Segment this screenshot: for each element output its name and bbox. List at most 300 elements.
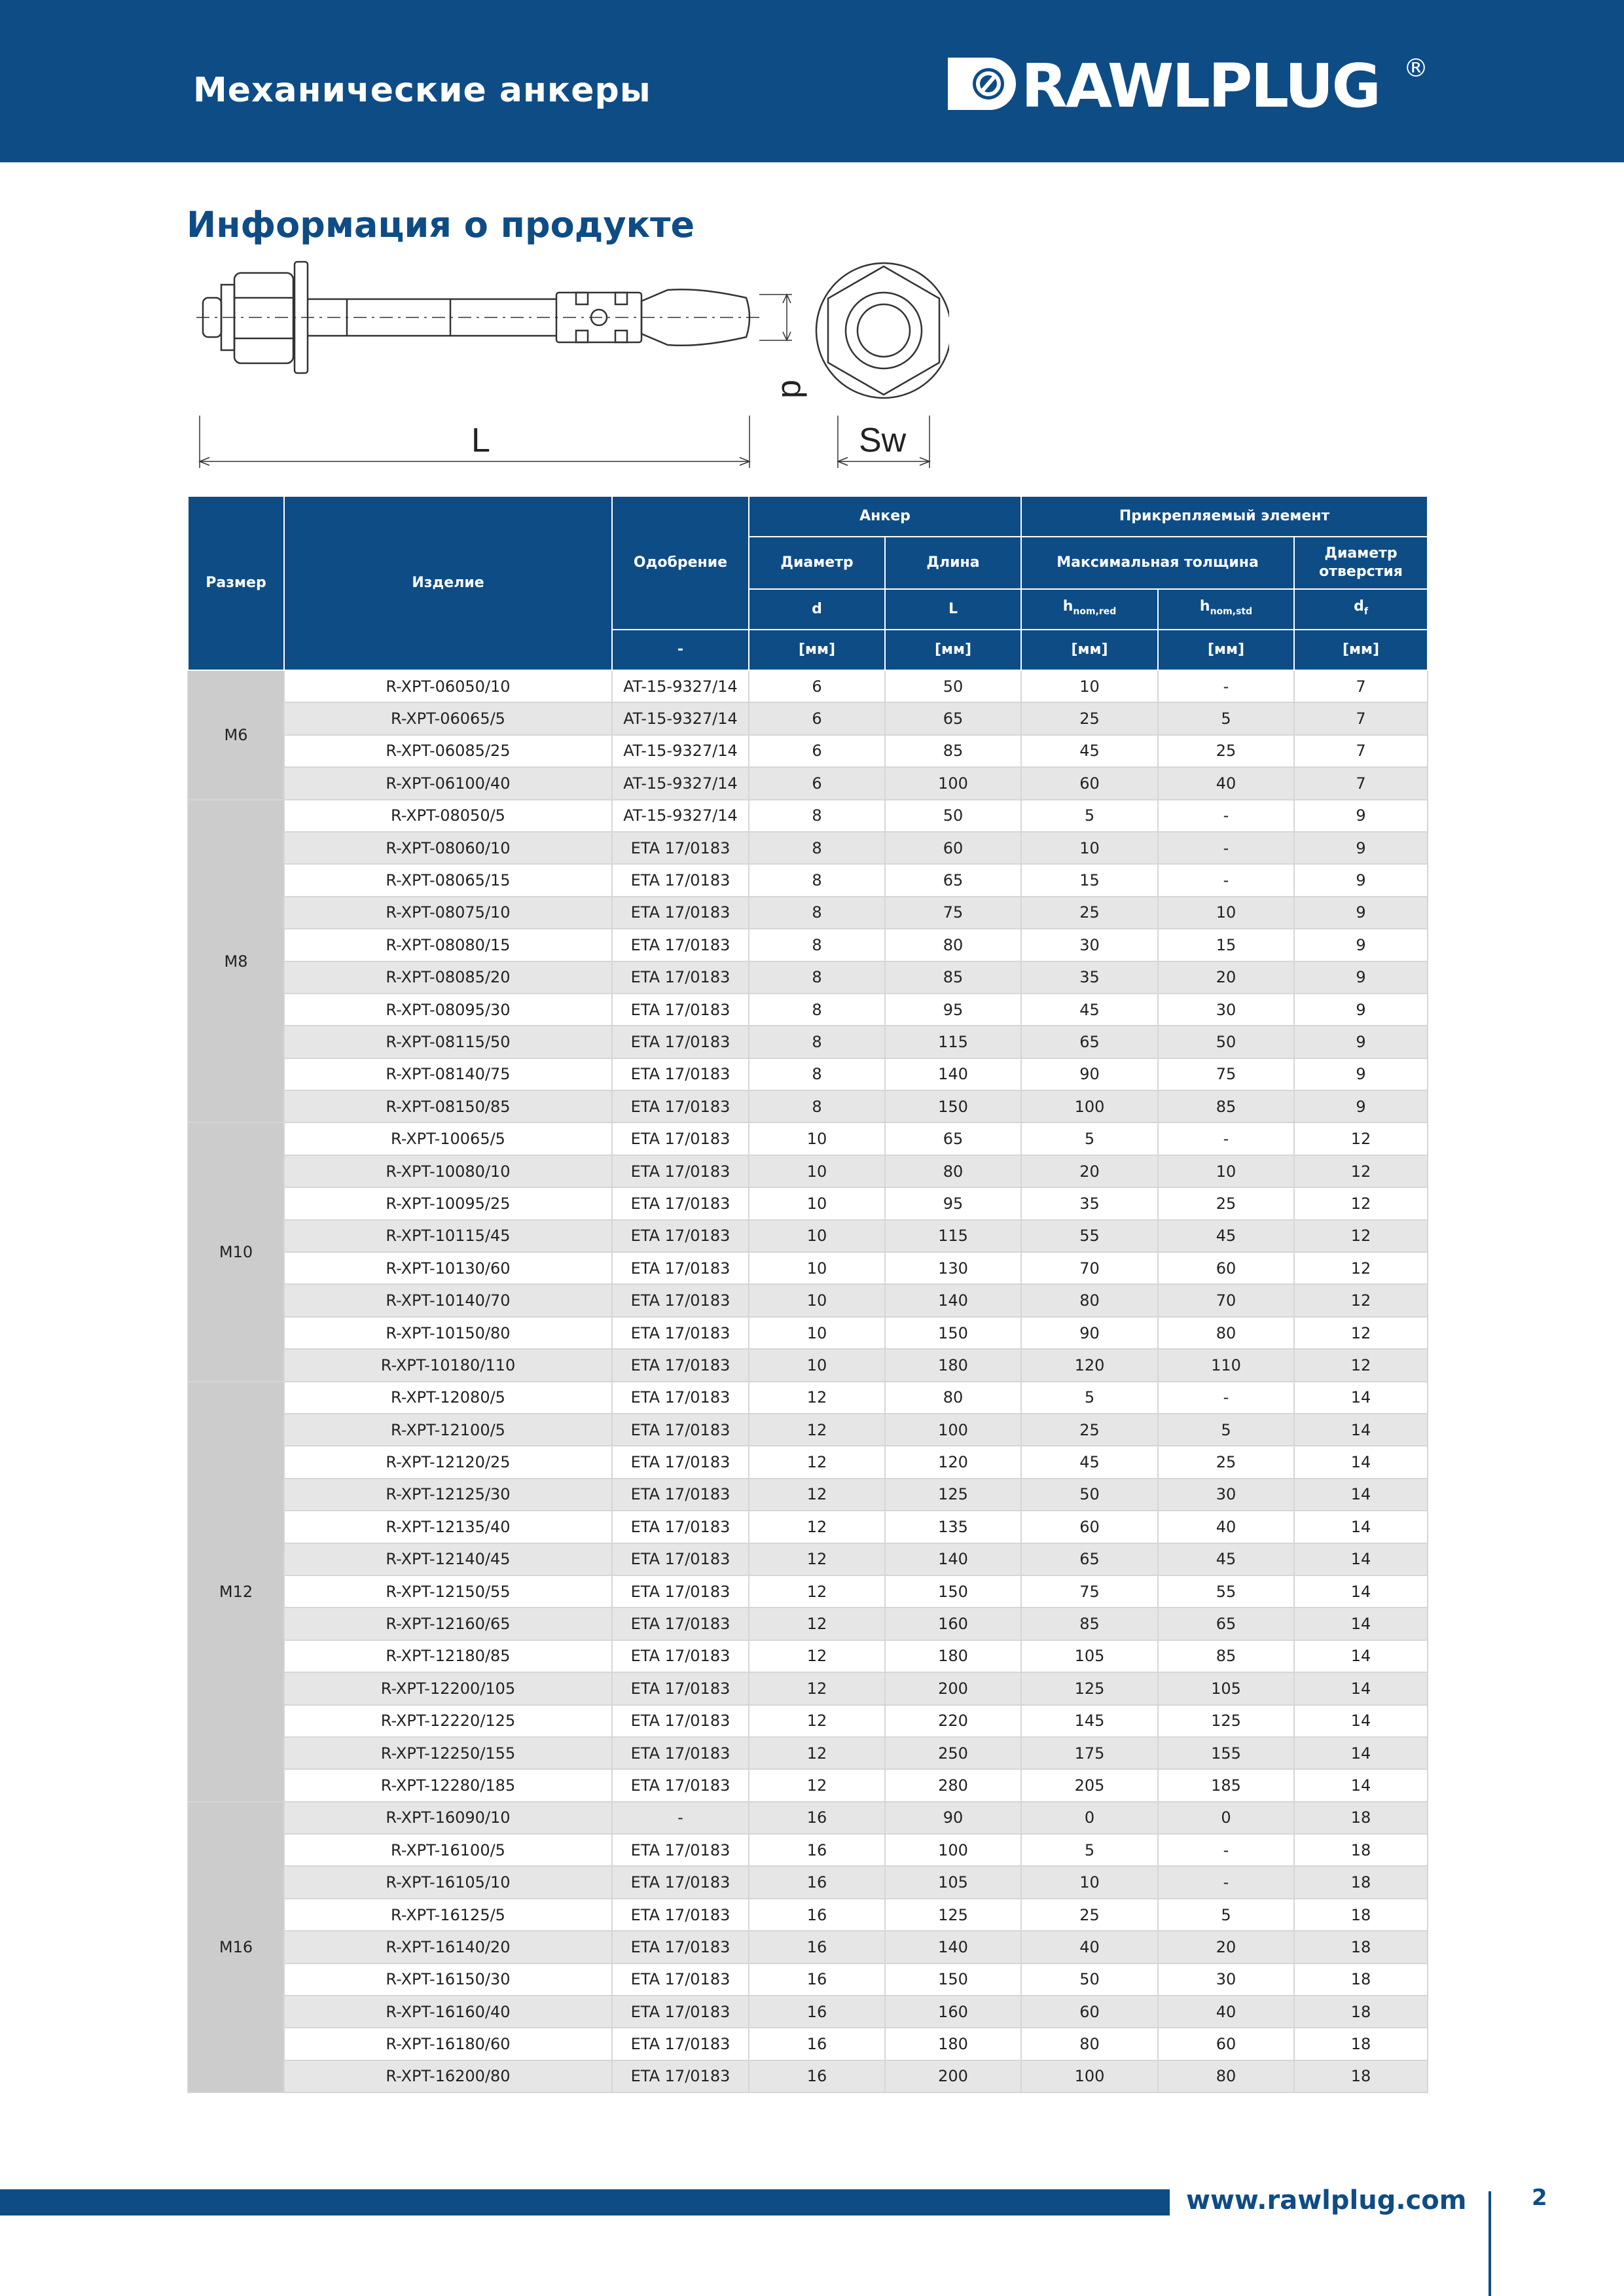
cell-length: 120 (885, 1446, 1021, 1478)
cell-diameter: 12 (749, 1479, 885, 1511)
cell-diameter: 8 (749, 961, 885, 994)
cell-hole-diameter: 12 (1294, 1317, 1428, 1349)
cell-product-code: R-XPT-16200/80 (284, 2060, 612, 2092)
table-row (188, 1220, 1428, 1252)
header-sym-hnom-std: $h_{nom,std}$ (1158, 589, 1294, 630)
cell-thickness-red: 80 (1021, 2028, 1158, 2060)
cell-diameter: 16 (749, 1834, 885, 1866)
cell-thickness-std: 40 (1158, 1511, 1294, 1543)
table-row (188, 1802, 1428, 1834)
anchor-drawing (190, 259, 949, 475)
cell-length: 125 (885, 1899, 1021, 1931)
cell-product-code: R-XPT-10095/25 (284, 1187, 612, 1219)
table-row (188, 1155, 1428, 1187)
table-row (188, 1122, 1428, 1155)
table-row (188, 1931, 1428, 1963)
cell-approval: AT-15-9327/14 (612, 800, 749, 832)
cell-thickness-red: 45 (1021, 1446, 1158, 1478)
cell-hole-diameter: 9 (1294, 800, 1428, 832)
cell-thickness-red: 90 (1021, 1317, 1158, 1349)
header-product: Изделие (284, 496, 612, 670)
cell-product-code: R-XPT-12220/125 (284, 1705, 612, 1737)
cell-thickness-red: 45 (1021, 735, 1158, 767)
cell-hole-diameter: 14 (1294, 1511, 1428, 1543)
cell-product-code: R-XPT-08115/50 (284, 1026, 612, 1058)
cell-approval: ETA 17/0183 (612, 1607, 749, 1640)
cell-thickness-red: 5 (1021, 1834, 1158, 1866)
table-row (188, 1187, 1428, 1219)
cell-length: 220 (885, 1705, 1021, 1737)
cell-thickness-std: 80 (1158, 1317, 1294, 1349)
cell-length: 115 (885, 1026, 1021, 1058)
cell-thickness-red: 125 (1021, 1672, 1158, 1704)
cell-length: 80 (885, 1382, 1021, 1414)
header-fixture: Прикрепляемый элемент (1021, 496, 1428, 537)
table-row (188, 1899, 1428, 1931)
cell-length: 135 (885, 1511, 1021, 1543)
cell-diameter: 12 (749, 1672, 885, 1704)
cell-product-code: R-XPT-10150/80 (284, 1317, 612, 1349)
cell-diameter: 8 (749, 832, 885, 864)
cell-diameter: 8 (749, 1090, 885, 1122)
cell-diameter: 12 (749, 1543, 885, 1575)
cell-thickness-std: 0 (1158, 1802, 1294, 1834)
cell-product-code: R-XPT-12120/25 (284, 1446, 612, 1478)
cell-approval: AT-15-9327/14 (612, 767, 749, 799)
cell-diameter: 8 (749, 897, 885, 929)
cell-diameter: 12 (749, 1607, 885, 1640)
table-row (188, 2060, 1428, 2092)
table-row (188, 1737, 1428, 1769)
table-row (188, 832, 1428, 864)
cell-length: 200 (885, 1672, 1021, 1704)
table-row (188, 1349, 1428, 1381)
cell-thickness-red: 60 (1021, 1996, 1158, 2028)
cell-hole-diameter: 14 (1294, 1705, 1428, 1737)
cell-approval: ETA 17/0183 (612, 1220, 749, 1252)
cell-thickness-red: 0 (1021, 1802, 1158, 1834)
cell-thickness-std: 5 (1158, 702, 1294, 734)
section-title: Информация о продукте (187, 204, 695, 245)
cell-approval: ETA 17/0183 (612, 1155, 749, 1187)
cell-thickness-std: 25 (1158, 1187, 1294, 1219)
cell-approval: ETA 17/0183 (612, 961, 749, 994)
cell-thickness-std: - (1158, 1834, 1294, 1866)
table-row (188, 767, 1428, 799)
label-sw: Sw (859, 422, 907, 459)
cell-product-code: R-XPT-10115/45 (284, 1220, 612, 1252)
header-sym-df: $d_f$ (1294, 589, 1428, 630)
cell-diameter: 16 (749, 2028, 885, 2060)
cell-product-code: R-XPT-08065/15 (284, 864, 612, 896)
cell-length: 150 (885, 1575, 1021, 1607)
cell-length: 150 (885, 1090, 1021, 1122)
cell-product-code: R-XPT-12250/155 (284, 1737, 612, 1769)
cell-hole-diameter: 18 (1294, 2060, 1428, 2092)
cell-diameter: 8 (749, 994, 885, 1026)
cell-diameter: 12 (749, 1640, 885, 1672)
cell-length: 65 (885, 702, 1021, 734)
cell-length: 90 (885, 1802, 1021, 1834)
cell-thickness-red: 80 (1021, 1284, 1158, 1316)
cell-diameter: 12 (749, 1575, 885, 1607)
header-unit-d: [мм] (749, 630, 885, 670)
cell-diameter: 12 (749, 1511, 885, 1543)
cell-product-code: R-XPT-12180/85 (284, 1640, 612, 1672)
cell-thickness-std: 70 (1158, 1284, 1294, 1316)
cell-thickness-std: 185 (1158, 1769, 1294, 1801)
cell-hole-diameter: 14 (1294, 1737, 1428, 1769)
page-number: 2 (1532, 2185, 1547, 2211)
table-row (188, 1769, 1428, 1801)
cell-approval: ETA 17/0183 (612, 1026, 749, 1058)
cell-thickness-red: 65 (1021, 1543, 1158, 1575)
cell-diameter: 6 (749, 735, 885, 767)
cell-product-code: R-XPT-16140/20 (284, 1931, 612, 1963)
cell-diameter: 6 (749, 670, 885, 702)
cell-thickness-red: 30 (1021, 929, 1158, 961)
cell-length: 280 (885, 1769, 1021, 1801)
table-row (188, 1575, 1428, 1607)
cell-diameter: 12 (749, 1737, 885, 1769)
table-row (188, 1543, 1428, 1575)
cell-length: 100 (885, 767, 1021, 799)
cell-thickness-red: 120 (1021, 1349, 1158, 1381)
table-row (188, 1090, 1428, 1122)
cell-product-code: R-XPT-06085/25 (284, 735, 612, 767)
cell-thickness-std: - (1158, 1866, 1294, 1898)
cell-thickness-std: 25 (1158, 1446, 1294, 1478)
cell-hole-diameter: 14 (1294, 1543, 1428, 1575)
cell-thickness-std: 30 (1158, 994, 1294, 1026)
header-title: Механические анкеры (193, 71, 651, 110)
header-unit-df: [мм] (1294, 630, 1428, 670)
table-row (188, 1866, 1428, 1898)
footer-bar (0, 2189, 1170, 2215)
cell-diameter: 10 (749, 1187, 885, 1219)
cell-product-code: R-XPT-10065/5 (284, 1122, 612, 1155)
cell-length: 100 (885, 1414, 1021, 1446)
cell-approval: ETA 17/0183 (612, 1964, 749, 1996)
cell-product-code: R-XPT-10130/60 (284, 1252, 612, 1284)
cell-product-code: R-XPT-12150/55 (284, 1575, 612, 1607)
cell-hole-diameter: 14 (1294, 1414, 1428, 1446)
cell-thickness-red: 25 (1021, 897, 1158, 929)
table-row (188, 864, 1428, 896)
cell-approval: ETA 17/0183 (612, 1252, 749, 1284)
table-row (188, 1026, 1428, 1058)
cell-thickness-red: 45 (1021, 994, 1158, 1026)
cell-approval: AT-15-9327/14 (612, 735, 749, 767)
cell-approval: ETA 17/0183 (612, 1349, 749, 1381)
cell-diameter: 12 (749, 1769, 885, 1801)
cell-thickness-red: 5 (1021, 800, 1158, 832)
cell-diameter: 16 (749, 2060, 885, 2092)
cell-hole-diameter: 9 (1294, 864, 1428, 896)
cell-diameter: 8 (749, 864, 885, 896)
cell-length: 105 (885, 1866, 1021, 1898)
cell-thickness-std: - (1158, 1122, 1294, 1155)
cell-thickness-std: 80 (1158, 2060, 1294, 2092)
table-row (188, 1446, 1428, 1478)
cell-product-code: R-XPT-08080/15 (284, 929, 612, 961)
cell-length: 125 (885, 1479, 1021, 1511)
cell-length: 140 (885, 1058, 1021, 1090)
cell-thickness-red: 100 (1021, 1090, 1158, 1122)
cell-product-code: R-XPT-16150/30 (284, 1964, 612, 1996)
cell-length: 95 (885, 994, 1021, 1026)
cell-approval: AT-15-9327/14 (612, 702, 749, 734)
cell-approval: ETA 17/0183 (612, 1705, 749, 1737)
cell-thickness-red: 205 (1021, 1769, 1158, 1801)
cell-hole-diameter: 9 (1294, 994, 1428, 1026)
cell-hole-diameter: 14 (1294, 1479, 1428, 1511)
cell-length: 150 (885, 1317, 1021, 1349)
cell-hole-diameter: 12 (1294, 1349, 1428, 1381)
cell-diameter: 8 (749, 1026, 885, 1058)
table-row (188, 2028, 1428, 2060)
cell-length: 95 (885, 1187, 1021, 1219)
cell-hole-diameter: 14 (1294, 1607, 1428, 1640)
cell-thickness-std: - (1158, 800, 1294, 832)
cell-diameter: 10 (749, 1349, 885, 1381)
cell-product-code: R-XPT-12100/5 (284, 1414, 612, 1446)
cell-thickness-std: 20 (1158, 961, 1294, 994)
cell-hole-diameter: 12 (1294, 1122, 1428, 1155)
cell-approval: ETA 17/0183 (612, 1866, 749, 1898)
product-table-wrapper (187, 495, 1427, 2093)
footer-url[interactable]: www.rawlplug.com (1186, 2185, 1467, 2215)
table-row (188, 1382, 1428, 1414)
cell-thickness-std: 75 (1158, 1058, 1294, 1090)
cell-approval: ETA 17/0183 (612, 2060, 749, 2092)
header-anchor: Анкер (749, 496, 1021, 537)
cell-thickness-red: 25 (1021, 1899, 1158, 1931)
cell-product-code: R-XPT-06050/10 (284, 670, 612, 702)
cell-diameter: 8 (749, 1058, 885, 1090)
cell-hole-diameter: 14 (1294, 1382, 1428, 1414)
cell-length: 140 (885, 1543, 1021, 1575)
table-row (188, 1317, 1428, 1349)
cell-thickness-red: 55 (1021, 1220, 1158, 1252)
table-row (188, 1414, 1428, 1446)
cell-approval: ETA 17/0183 (612, 1640, 749, 1672)
cell-approval: ETA 17/0183 (612, 929, 749, 961)
cell-thickness-red: 105 (1021, 1640, 1158, 1672)
cell-diameter: 16 (749, 1964, 885, 1996)
cell-thickness-std: 155 (1158, 1737, 1294, 1769)
cell-thickness-red: 35 (1021, 1187, 1158, 1219)
cell-length: 80 (885, 929, 1021, 961)
cell-thickness-std: 45 (1158, 1220, 1294, 1252)
cell-approval: ETA 17/0183 (612, 832, 749, 864)
cell-length: 75 (885, 897, 1021, 929)
cell-hole-diameter: 12 (1294, 1220, 1428, 1252)
cell-product-code: R-XPT-08050/5 (284, 800, 612, 832)
cell-thickness-std: 30 (1158, 1479, 1294, 1511)
logo-mark-icon (944, 51, 1016, 117)
cell-product-code: R-XPT-16090/10 (284, 1802, 612, 1834)
header-unit-approval: - (612, 630, 749, 670)
cell-hole-diameter: 9 (1294, 1058, 1428, 1090)
cell-diameter: 8 (749, 800, 885, 832)
cell-approval: ETA 17/0183 (612, 1575, 749, 1607)
table-row (188, 1672, 1428, 1704)
cell-thickness-std: 85 (1158, 1090, 1294, 1122)
cell-thickness-std: 20 (1158, 1931, 1294, 1963)
cell-length: 160 (885, 1607, 1021, 1640)
header-sym-d: d (749, 589, 885, 630)
cell-length: 180 (885, 2028, 1021, 2060)
cell-product-code: R-XPT-08095/30 (284, 994, 612, 1026)
cell-hole-diameter: 9 (1294, 961, 1428, 994)
cell-product-code: R-XPT-10180/110 (284, 1349, 612, 1381)
cell-thickness-red: 10 (1021, 670, 1158, 702)
cell-diameter: 16 (749, 1802, 885, 1834)
cell-hole-diameter: 18 (1294, 1996, 1428, 2028)
size-cell: M10 (188, 1122, 284, 1381)
cell-hole-diameter: 9 (1294, 832, 1428, 864)
cell-thickness-red: 25 (1021, 702, 1158, 734)
cell-length: 130 (885, 1252, 1021, 1284)
product-table (187, 495, 1428, 2093)
cell-diameter: 16 (749, 1931, 885, 1963)
cell-thickness-red: 10 (1021, 832, 1158, 864)
cell-length: 150 (885, 1964, 1021, 1996)
cell-thickness-red: 50 (1021, 1479, 1158, 1511)
cell-approval: ETA 17/0183 (612, 1284, 749, 1316)
cell-hole-diameter: 12 (1294, 1187, 1428, 1219)
cell-thickness-red: 35 (1021, 961, 1158, 994)
cell-thickness-std: 15 (1158, 929, 1294, 961)
cell-thickness-std: 85 (1158, 1640, 1294, 1672)
cell-hole-diameter: 9 (1294, 1026, 1428, 1058)
cell-hole-diameter: 9 (1294, 929, 1428, 961)
logo-wordmark: RAWLPLUG (1021, 51, 1380, 121)
cell-product-code: R-XPT-08085/20 (284, 961, 612, 994)
cell-approval: ETA 17/0183 (612, 1931, 749, 1963)
cell-product-code: R-XPT-12140/45 (284, 1543, 612, 1575)
page-header (0, 0, 1624, 162)
cell-diameter: 10 (749, 1252, 885, 1284)
cell-product-code: R-XPT-08060/10 (284, 832, 612, 864)
table-row (188, 1058, 1428, 1090)
cell-approval: - (612, 1802, 749, 1834)
cell-product-code: R-XPT-12080/5 (284, 1382, 612, 1414)
cell-approval: ETA 17/0183 (612, 1122, 749, 1155)
cell-approval: ETA 17/0183 (612, 1382, 749, 1414)
cell-product-code: R-XPT-10140/70 (284, 1284, 612, 1316)
cell-product-code: R-XPT-12200/105 (284, 1672, 612, 1704)
cell-diameter: 8 (749, 929, 885, 961)
table-row (188, 1479, 1428, 1511)
table-row (188, 961, 1428, 994)
cell-approval: ETA 17/0183 (612, 1058, 749, 1090)
cell-hole-diameter: 12 (1294, 1252, 1428, 1284)
cell-approval: ETA 17/0183 (612, 1834, 749, 1866)
cell-approval: ETA 17/0183 (612, 2028, 749, 2060)
table-row (188, 929, 1428, 961)
cell-thickness-red: 10 (1021, 1866, 1158, 1898)
header-unit-hred: [мм] (1021, 630, 1158, 670)
cell-approval: ETA 17/0183 (612, 994, 749, 1026)
cell-thickness-std: 10 (1158, 897, 1294, 929)
cell-thickness-red: 5 (1021, 1122, 1158, 1155)
cell-length: 250 (885, 1737, 1021, 1769)
cell-product-code: R-XPT-12160/65 (284, 1607, 612, 1640)
table-row (188, 1511, 1428, 1543)
cell-thickness-red: 40 (1021, 1931, 1158, 1963)
cell-product-code: R-XPT-12125/30 (284, 1479, 612, 1511)
header-hole-diameter: Диаметр отверстия (1294, 537, 1428, 589)
table-row (188, 1705, 1428, 1737)
cell-approval: ETA 17/0183 (612, 1317, 749, 1349)
cell-hole-diameter: 9 (1294, 1090, 1428, 1122)
table-row (188, 1964, 1428, 1996)
table-row (188, 1996, 1428, 2028)
size-cell: M8 (188, 800, 284, 1123)
table-row (188, 670, 1428, 702)
cell-hole-diameter: 14 (1294, 1446, 1428, 1478)
cell-diameter: 10 (749, 1284, 885, 1316)
cell-length: 60 (885, 832, 1021, 864)
cell-thickness-std: 50 (1158, 1026, 1294, 1058)
table-row (188, 735, 1428, 767)
cell-product-code: R-XPT-06065/5 (284, 702, 612, 734)
cell-thickness-red: 20 (1021, 1155, 1158, 1187)
cell-thickness-std: 45 (1158, 1543, 1294, 1575)
cell-thickness-red: 65 (1021, 1026, 1158, 1058)
cell-thickness-red: 70 (1021, 1252, 1158, 1284)
table-row (188, 1607, 1428, 1640)
header-max-thickness: Максимальная толщина (1021, 537, 1294, 589)
cell-diameter: 10 (749, 1155, 885, 1187)
cell-length: 140 (885, 1284, 1021, 1316)
cell-thickness-red: 90 (1021, 1058, 1158, 1090)
cell-thickness-std: 40 (1158, 1996, 1294, 2028)
size-cell: M12 (188, 1382, 284, 1802)
cell-diameter: 12 (749, 1705, 885, 1737)
cell-thickness-std: 10 (1158, 1155, 1294, 1187)
cell-thickness-std: 25 (1158, 735, 1294, 767)
cell-length: 65 (885, 864, 1021, 896)
cell-hole-diameter: 9 (1294, 897, 1428, 929)
cell-hole-diameter: 18 (1294, 1866, 1428, 1898)
cell-length: 100 (885, 1834, 1021, 1866)
rawlplug-logo (944, 51, 1428, 121)
footer-divider (1489, 2191, 1491, 2296)
header-unit-L: [мм] (885, 630, 1021, 670)
cell-thickness-std: 5 (1158, 1899, 1294, 1931)
cell-diameter: 12 (749, 1414, 885, 1446)
cell-length: 85 (885, 961, 1021, 994)
cell-diameter: 6 (749, 767, 885, 799)
cell-hole-diameter: 18 (1294, 1964, 1428, 1996)
table-row (188, 800, 1428, 832)
cell-thickness-std: 55 (1158, 1575, 1294, 1607)
cell-product-code: R-XPT-08075/10 (284, 897, 612, 929)
table-row (188, 1640, 1428, 1672)
cell-hole-diameter: 14 (1294, 1672, 1428, 1704)
cell-product-code: R-XPT-06100/40 (284, 767, 612, 799)
cell-approval: ETA 17/0183 (612, 1511, 749, 1543)
cell-approval: ETA 17/0183 (612, 897, 749, 929)
cell-product-code: R-XPT-10080/10 (284, 1155, 612, 1187)
cell-diameter: 16 (749, 1899, 885, 1931)
cell-product-code: R-XPT-08150/85 (284, 1090, 612, 1122)
cell-thickness-red: 60 (1021, 767, 1158, 799)
cell-approval: ETA 17/0183 (612, 864, 749, 896)
